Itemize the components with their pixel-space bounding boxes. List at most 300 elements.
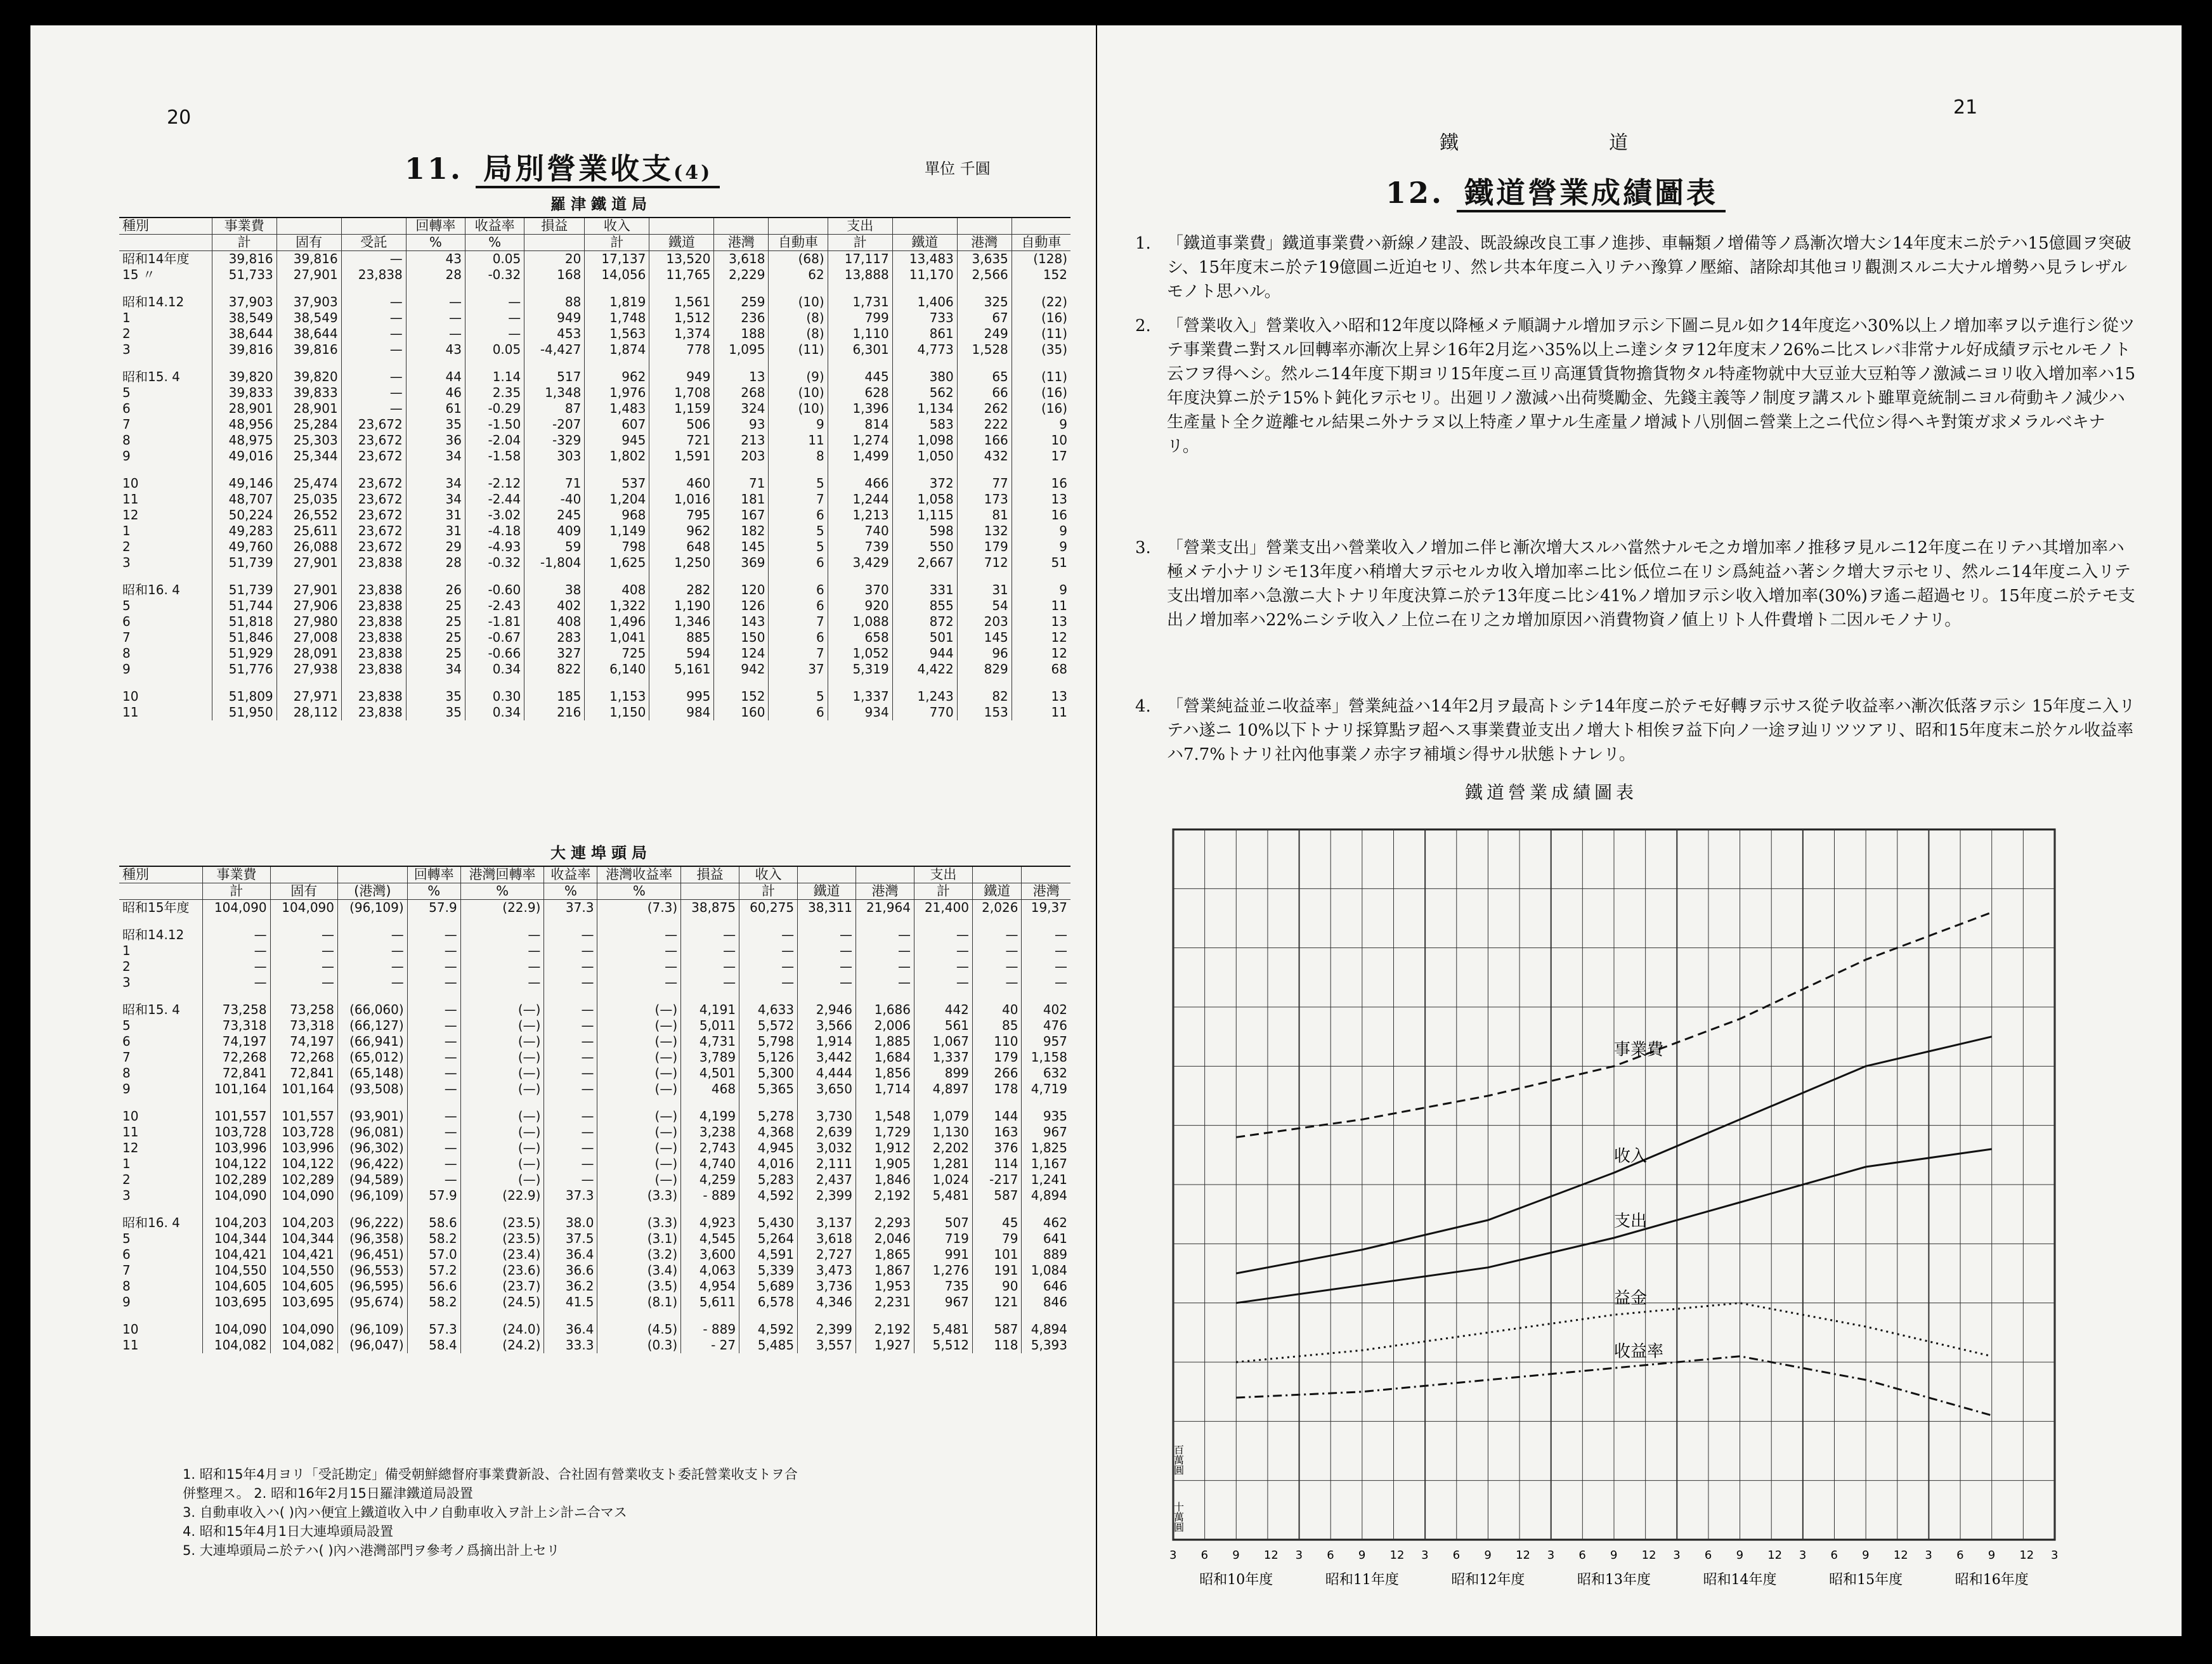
dairen-table	[119, 866, 1070, 1353]
table-cell: 36.6	[544, 1263, 597, 1278]
table-cell: 34	[406, 661, 465, 677]
table-cell: 103,695	[270, 1294, 337, 1310]
table-cell: 4,545	[681, 1231, 739, 1247]
table-cell: 6	[122, 614, 131, 629]
table-cell: 408	[524, 614, 585, 630]
table-cell: 昭和14.12	[122, 294, 185, 309]
table-cell: 31	[957, 582, 1012, 598]
table-cell	[681, 1204, 739, 1215]
table-cell: (23.5)	[460, 1215, 544, 1231]
table-cell	[597, 1097, 681, 1108]
table-cell	[407, 1097, 460, 1108]
table-cell: 17,137	[585, 251, 649, 268]
table-cell	[524, 283, 585, 294]
table-cell: 944	[892, 646, 957, 661]
table-cell: 245	[524, 507, 585, 523]
table-cell	[276, 571, 341, 582]
table-cell: 3,618	[798, 1231, 856, 1247]
table-cell	[892, 677, 957, 689]
table-cell: 28,901	[276, 401, 341, 417]
table-cell	[856, 1097, 914, 1108]
table-cell: —	[1022, 975, 1070, 991]
dairen-header-2	[270, 866, 337, 883]
table-cell: 5	[122, 385, 131, 400]
table-cell: 2,566	[957, 267, 1012, 283]
table-row	[119, 491, 1070, 507]
table-cell: 7	[769, 646, 828, 661]
note-line: 5. 大連埠頭局ニ於テハ( )內ハ港灣部門ヲ參考ノ爲摘出計上セリ	[183, 1543, 560, 1558]
table-cell: 0.34	[465, 705, 524, 720]
table-cell: 1,067	[914, 1034, 972, 1050]
table-cell: 594	[649, 646, 714, 661]
table-row	[119, 1231, 1070, 1247]
paragraph	[1135, 231, 2137, 304]
table-cell: 104,421	[270, 1247, 337, 1263]
table-cell: -4.93	[465, 539, 524, 555]
table-cell: 13	[1012, 491, 1070, 507]
table-cell	[769, 358, 828, 369]
table-cell: 104,122	[203, 1156, 270, 1172]
table-cell: 324	[714, 401, 769, 417]
dairen-subheader-10: 鐵道	[798, 883, 856, 900]
table-cell	[406, 571, 465, 582]
table-cell: 57.2	[407, 1263, 460, 1278]
table-cell: -0.32	[465, 267, 524, 283]
table-cell: 4,016	[739, 1156, 798, 1172]
table-cell: 2,399	[798, 1188, 856, 1204]
table-cell: —	[341, 342, 406, 358]
table-cell: 104,344	[203, 1231, 270, 1247]
table-cell: 10	[122, 1322, 139, 1337]
paragraph	[1135, 314, 2137, 458]
table-cell: (8)	[769, 310, 828, 326]
table-row	[119, 432, 1070, 448]
table-cell: 51,818	[212, 614, 276, 630]
table-cell: 984	[649, 705, 714, 720]
table-cell: —	[544, 1018, 597, 1034]
table-cell: —	[270, 927, 337, 943]
y-unit-label: 十萬圓	[1172, 1502, 1185, 1532]
table-cell	[769, 677, 828, 689]
table-cell: 4,954	[681, 1278, 739, 1294]
table-cell: 104,090	[270, 1322, 337, 1337]
table-cell: 5	[769, 523, 828, 539]
table-cell: 23,672	[341, 491, 406, 507]
table-cell	[597, 991, 681, 1002]
table-cell: 658	[828, 630, 892, 646]
table-cell: 1,528	[957, 342, 1012, 358]
table-cell: (93,508)	[338, 1081, 408, 1097]
table-cell: (23.6)	[460, 1263, 544, 1278]
table-cell	[524, 358, 585, 369]
table-cell: —	[341, 326, 406, 342]
table-cell	[524, 464, 585, 476]
table-row	[119, 1310, 1070, 1322]
table-cell: 11,170	[892, 267, 957, 283]
dairen-subheader-11: 港灣	[856, 883, 914, 900]
table-cell: 5,572	[739, 1018, 798, 1034]
table-cell: 1.14	[465, 369, 524, 385]
table-cell: 408	[585, 582, 649, 598]
table-cell: 27,008	[276, 630, 341, 646]
table-cell: (—)	[460, 1081, 544, 1097]
dairen-header-4: 回轉率	[407, 866, 460, 883]
table-cell: 51,929	[212, 646, 276, 661]
month-tick-label: 12	[2019, 1549, 2034, 1562]
table-row	[119, 523, 1070, 539]
table-cell: 2,743	[681, 1140, 739, 1156]
table-cell: 3,238	[681, 1124, 739, 1140]
table-cell: -2.04	[465, 432, 524, 448]
table-cell: 62	[769, 267, 828, 283]
table-cell: —	[597, 943, 681, 959]
table-cell: —	[798, 943, 856, 959]
table-cell	[544, 1097, 597, 1108]
table-cell: 昭和15. 4	[122, 369, 180, 384]
table-cell: 4,719	[1022, 1081, 1070, 1097]
table-cell: 1,729	[856, 1124, 914, 1140]
table-cell: 25,474	[276, 476, 341, 491]
table-cell: —	[460, 959, 544, 975]
table-cell: 3,618	[714, 251, 769, 268]
table-row	[119, 326, 1070, 342]
table-cell: 181	[714, 491, 769, 507]
table-cell: —	[460, 927, 544, 943]
table-row	[119, 927, 1070, 943]
table-cell	[407, 1310, 460, 1322]
table-cell: 2,231	[856, 1294, 914, 1310]
table-cell: 1,561	[649, 294, 714, 310]
table-cell	[769, 571, 828, 582]
table-cell: —	[460, 943, 544, 959]
table-cell: (3.4)	[597, 1263, 681, 1278]
table-cell: 51,739	[212, 555, 276, 571]
paragraph	[1135, 694, 2137, 767]
table-cell: 935	[1022, 1108, 1070, 1124]
table-cell: 1,088	[828, 614, 892, 630]
table-cell: 73,318	[203, 1018, 270, 1034]
table-cell: —	[544, 927, 597, 943]
table-cell	[914, 991, 972, 1002]
month-tick-label: 3	[1295, 1549, 1303, 1562]
table-cell: 16	[1012, 507, 1070, 523]
table-cell: -4.18	[465, 523, 524, 539]
table-cell: 126	[714, 598, 769, 614]
table-cell: 1,346	[649, 614, 714, 630]
table-cell: 3	[122, 1188, 131, 1203]
rajin-subheader-8: 鐵道	[649, 235, 714, 251]
table-cell: 641	[1022, 1231, 1070, 1247]
table-cell: 1,241	[1022, 1172, 1070, 1188]
table-cell: 1	[122, 310, 131, 325]
table-cell: 25	[406, 630, 465, 646]
table-cell: 5,393	[1022, 1337, 1070, 1353]
table-cell: 12	[122, 507, 139, 523]
table-cell: 58.2	[407, 1231, 460, 1247]
table-cell: 517	[524, 369, 585, 385]
table-cell: —	[407, 1034, 460, 1050]
table-cell: 41.5	[544, 1294, 597, 1310]
table-cell	[1022, 1204, 1070, 1215]
table-cell: 1,625	[585, 555, 649, 571]
table-cell: 25	[406, 614, 465, 630]
table-cell: 7	[122, 1050, 131, 1065]
table-cell: 34	[406, 476, 465, 491]
table-cell: 57.0	[407, 1247, 460, 1263]
table-cell: 5,283	[739, 1172, 798, 1188]
table-cell: 77	[957, 476, 1012, 491]
table-cell: 51,744	[212, 598, 276, 614]
rajin-subheader-3: 受託	[341, 235, 406, 251]
table-cell: 51,950	[212, 705, 276, 720]
table-cell: 1,865	[856, 1247, 914, 1263]
table-cell: —	[544, 1002, 597, 1018]
table-cell: 143	[714, 614, 769, 630]
table-cell: (24.0)	[460, 1322, 544, 1337]
table-cell: 179	[957, 539, 1012, 555]
year-label: 昭和16年度	[1955, 1572, 2029, 1588]
paragraph-number: 3.	[1135, 538, 1151, 557]
table-row	[119, 1065, 1070, 1081]
table-cell: 25	[406, 646, 465, 661]
table-cell: 11	[122, 1124, 139, 1140]
table-cell	[856, 991, 914, 1002]
table-cell: 1,110	[828, 326, 892, 342]
unit-label: 單位 千圓	[925, 160, 991, 178]
table-cell: 51,809	[212, 689, 276, 705]
table-cell: 5	[769, 476, 828, 491]
table-cell: 885	[649, 630, 714, 646]
table-cell	[828, 464, 892, 476]
table-cell: 23,672	[341, 539, 406, 555]
series-label: 支出	[1614, 1212, 1648, 1231]
table-cell: 889	[1022, 1247, 1070, 1263]
table-cell: 331	[892, 582, 957, 598]
table-cell: 104,421	[203, 1247, 270, 1263]
table-cell: 4,731	[681, 1034, 739, 1050]
table-cell: 8	[122, 1278, 131, 1294]
table-cell	[119, 677, 212, 689]
table-cell	[649, 677, 714, 689]
table-cell: 1,337	[828, 689, 892, 705]
table-cell: —	[338, 927, 408, 943]
table-cell: (23.7)	[460, 1278, 544, 1294]
table-cell: (—)	[597, 1065, 681, 1081]
table-cell: 466	[828, 476, 892, 491]
dairen-header-7: 港灣收益率	[597, 866, 681, 883]
table-cell: 73,258	[270, 1002, 337, 1018]
table-cell: —	[914, 943, 972, 959]
table-cell: 283	[524, 630, 585, 646]
table-row	[119, 1108, 1070, 1124]
table-cell: 23,672	[341, 448, 406, 464]
table-cell: 102,289	[270, 1172, 337, 1188]
dairen-header-11	[856, 866, 914, 883]
table-cell: 3,473	[798, 1263, 856, 1278]
table-cell: 1,159	[649, 401, 714, 417]
table-cell: —	[1022, 927, 1070, 943]
table-cell: 1,731	[828, 294, 892, 310]
table-cell: 968	[585, 507, 649, 523]
table-cell: —	[544, 1050, 597, 1065]
table-cell: 3,730	[798, 1108, 856, 1124]
table-cell: 26,088	[276, 539, 341, 555]
table-cell: 43	[406, 342, 465, 358]
table-cell: 1	[122, 943, 131, 958]
table-cell: —	[739, 959, 798, 975]
table-cell: 103,728	[270, 1124, 337, 1140]
table-cell: (—)	[597, 1140, 681, 1156]
table-cell: 2,111	[798, 1156, 856, 1172]
table-cell: 104,550	[270, 1263, 337, 1278]
table-cell: —	[681, 959, 739, 975]
table-cell: 93	[714, 417, 769, 432]
table-cell	[212, 283, 276, 294]
table-cell	[203, 1204, 270, 1215]
table-cell: 13,520	[649, 251, 714, 268]
table-cell	[972, 916, 1022, 927]
table-cell: 5,011	[681, 1018, 739, 1034]
table-cell	[769, 283, 828, 294]
table-cell: 13	[1012, 689, 1070, 705]
table-cell: 846	[1022, 1294, 1070, 1310]
month-tick-label: 12	[1641, 1549, 1656, 1562]
table-cell	[739, 1310, 798, 1322]
rajin-header-13	[957, 218, 1012, 235]
table-cell: 38,549	[276, 310, 341, 326]
table-cell	[276, 358, 341, 369]
rajin-header-10	[769, 218, 828, 235]
table-cell: 628	[828, 385, 892, 401]
table-cell: —	[739, 975, 798, 991]
table-cell	[465, 358, 524, 369]
table-cell	[270, 1097, 337, 1108]
rajin-header-3	[341, 218, 406, 235]
table-row	[119, 539, 1070, 555]
table-cell	[914, 1097, 972, 1108]
table-cell: 25,303	[276, 432, 341, 448]
table-cell: 1,281	[914, 1156, 972, 1172]
table-cell: 3,789	[681, 1050, 739, 1065]
table-cell: 27,901	[276, 582, 341, 598]
table-row	[119, 661, 1070, 677]
table-cell: 185	[524, 689, 585, 705]
table-cell: —	[407, 1108, 460, 1124]
table-cell	[856, 1310, 914, 1322]
table-cell: (—)	[460, 1065, 544, 1081]
paragraph-text: 「鐵道事業費」鐵道事業費ハ新線ノ建設、既設線改良工事ノ進捗、車輛類ノ增備等ノ爲漸次增大シ14年度末ニ於テハ15億圓ヲ突破シ、15年度末ニ於テ19億圓ニ近迫セリ、然レ共本年度ニ入リテハ豫算ノ壓縮、諸除却其他ヨリ觀測スルニ大ナル增勢ハ見ラレザルモノト思ハル。	[1167, 234, 2131, 301]
table-cell: 96	[957, 646, 1012, 661]
rajin-header-4: 回轉率	[406, 218, 465, 235]
table-cell: 4,501	[681, 1065, 739, 1081]
table-cell: 725	[585, 646, 649, 661]
table-cell: 72,268	[270, 1050, 337, 1065]
table-cell	[798, 991, 856, 1002]
table-cell: 35	[406, 417, 465, 432]
note-line: 4. 昭和15年4月1日大連埠頭局設置	[183, 1524, 394, 1539]
table-cell: 40	[972, 1002, 1022, 1018]
dairen-header-1: 事業費	[203, 866, 270, 883]
table-cell: 1,684	[856, 1050, 914, 1065]
table-cell: —	[914, 927, 972, 943]
table-cell: 23,672	[341, 432, 406, 448]
table-cell: 8	[122, 1065, 131, 1081]
table-cell: —	[544, 1124, 597, 1140]
table-cell: -2.44	[465, 491, 524, 507]
table-cell	[406, 677, 465, 689]
table-cell: 28,091	[276, 646, 341, 661]
table-cell: —	[270, 943, 337, 959]
table-cell: 303	[524, 448, 585, 464]
table-cell: 6,578	[739, 1294, 798, 1310]
table-cell: 740	[828, 523, 892, 539]
table-cell: —	[341, 369, 406, 385]
table-cell: —	[465, 326, 524, 342]
table-cell: 17	[1012, 448, 1070, 464]
table-cell: —	[203, 975, 270, 991]
table-cell: 1,322	[585, 598, 649, 614]
table-cell: 11	[1012, 598, 1070, 614]
table-cell: 39,820	[212, 369, 276, 385]
table-cell: (94,589)	[338, 1172, 408, 1188]
table-cell	[972, 1097, 1022, 1108]
table-cell	[270, 1204, 337, 1215]
table-cell: —	[341, 385, 406, 401]
table-cell	[338, 916, 408, 927]
table-cell: 182	[714, 523, 769, 539]
table-cell: 36.4	[544, 1322, 597, 1337]
table-cell: 103,695	[203, 1294, 270, 1310]
table-cell	[465, 677, 524, 689]
table-cell: 507	[914, 1215, 972, 1231]
table-cell: 163	[972, 1124, 1022, 1140]
table-cell	[714, 571, 769, 582]
table-cell: 249	[957, 326, 1012, 342]
table-cell: 9	[122, 1294, 131, 1310]
table-cell	[585, 358, 649, 369]
table-row	[119, 975, 1070, 991]
table-cell: 7	[122, 417, 131, 432]
table-cell	[270, 916, 337, 927]
table-cell	[276, 283, 341, 294]
table-cell: 28	[406, 555, 465, 571]
year-label: 昭和15年度	[1829, 1572, 1903, 1588]
table-cell: —	[914, 975, 972, 991]
rajin-subheader-10: 自動車	[769, 235, 828, 251]
table-cell: 27,938	[276, 661, 341, 677]
table-cell: (—)	[460, 1124, 544, 1140]
month-tick-label: 3	[1169, 1549, 1177, 1562]
table-cell: 11,765	[649, 267, 714, 283]
table-cell: —	[914, 959, 972, 975]
table-cell: 19,37	[1022, 900, 1070, 916]
heading-small-right: 道	[1609, 132, 1632, 154]
table-cell: (35)	[1012, 342, 1070, 358]
table-cell: 5,319	[828, 661, 892, 677]
table-cell: 4,368	[739, 1124, 798, 1140]
table-cell	[407, 1204, 460, 1215]
table-cell	[597, 1310, 681, 1322]
table-cell: 9	[1012, 523, 1070, 539]
table-notes	[183, 1465, 798, 1560]
table-cell: 31	[406, 523, 465, 539]
table-cell: 167	[714, 507, 769, 523]
table-cell: 110	[972, 1034, 1022, 1050]
table-cell: 1,190	[649, 598, 714, 614]
table-cell: 2,192	[856, 1322, 914, 1337]
table-cell: 58.4	[407, 1337, 460, 1353]
table-cell: 57.3	[407, 1322, 460, 1337]
